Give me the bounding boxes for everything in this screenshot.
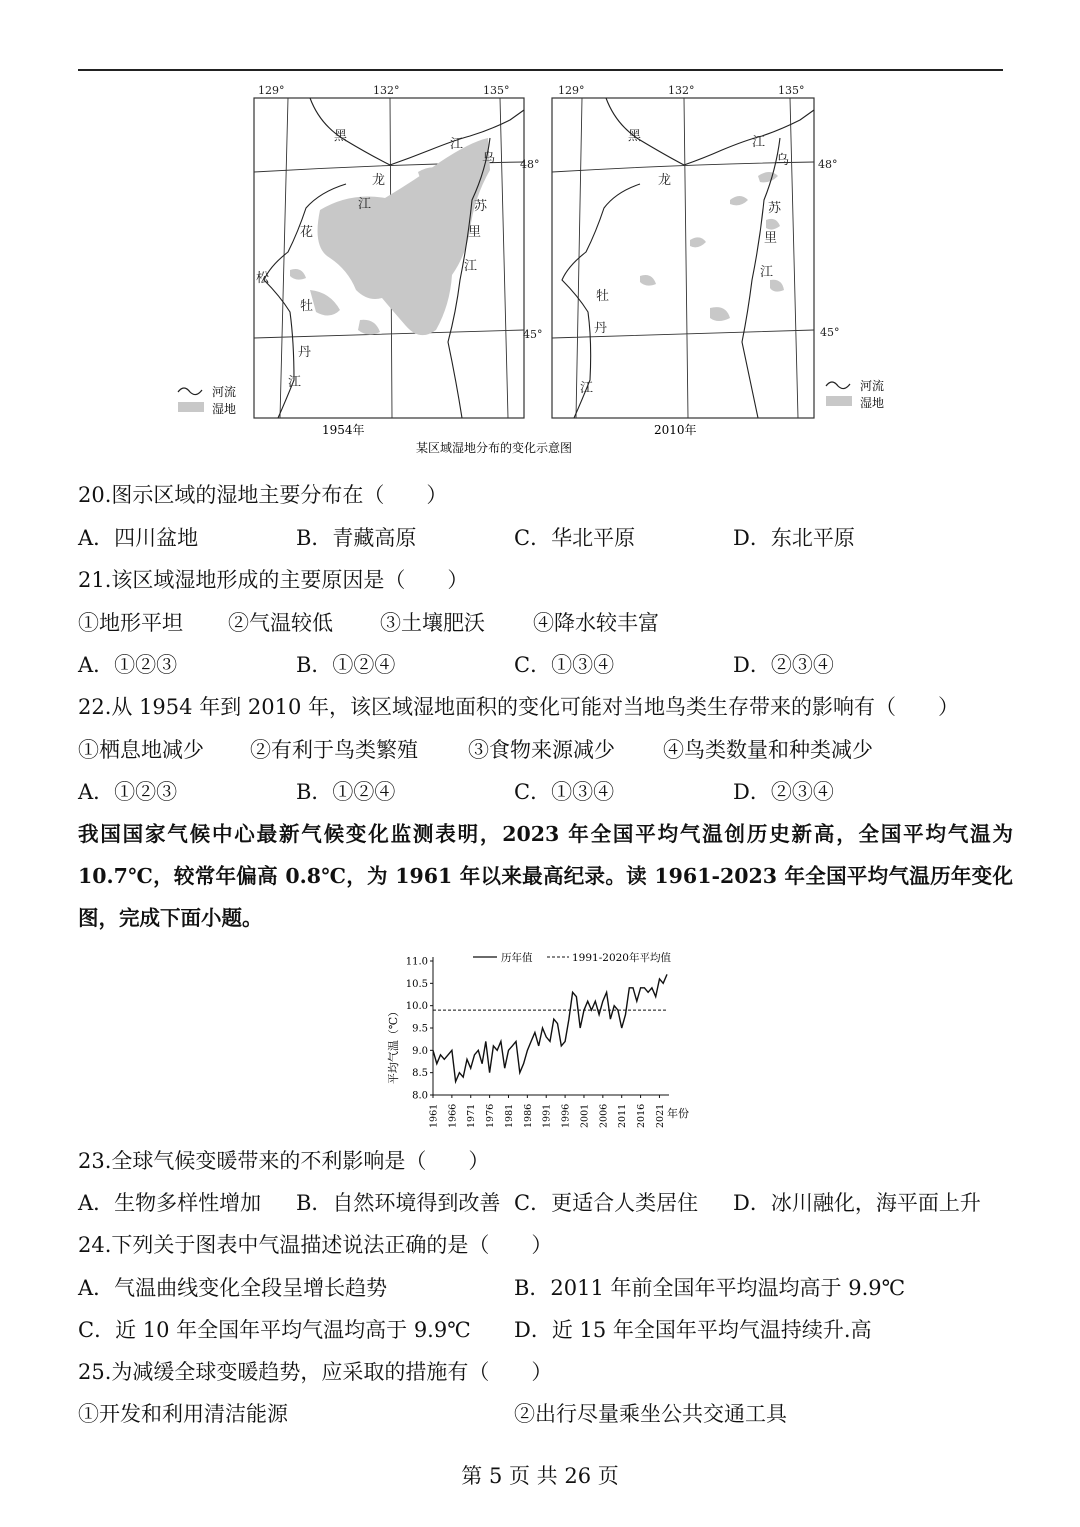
question-25-stem: 25.为减缓全球变暖趋势，应采取的措施有（ ） bbox=[78, 1360, 553, 1384]
lon-label: 132° bbox=[373, 84, 400, 97]
q23-option-c[interactable]: C．更适合人类居住 bbox=[514, 1191, 699, 1215]
river-char: 里 bbox=[468, 225, 482, 240]
river-char: 江 bbox=[464, 259, 478, 274]
q20-option-a[interactable]: A．四川盆地 bbox=[78, 526, 199, 550]
lon-label: 129° bbox=[258, 84, 285, 97]
river-char: 江 bbox=[760, 265, 774, 280]
x-tick-label: 2011 bbox=[617, 1103, 629, 1128]
river-char: 苏 bbox=[474, 199, 488, 214]
intro-paragraph: 我国国家气候中心最新气候变化监测表明，2023 年全国平均气温创历史新高，全国平均气温为 10.7℃，较常年偏高 0.8℃，为 1961 年以来最高纪录。读 1961-2023 年全国平均气温历年变化图，完成下面小题。 bbox=[78, 822, 1013, 930]
q24-option-d[interactable]: D．近 15 年全国年平均气温持续升.高 bbox=[514, 1318, 872, 1342]
temperature-chart-svg bbox=[385, 945, 705, 1130]
y-tick-label: 9.5 bbox=[412, 1023, 428, 1035]
lat-label: 48° bbox=[818, 158, 838, 171]
q22-item-2: ②有利于鸟类繁殖 bbox=[250, 738, 418, 762]
legend-label-annual: 历年值 bbox=[501, 952, 533, 964]
x-tick-label: 1986 bbox=[522, 1103, 534, 1128]
question-22-stem: 22.从 1954 年到 2010 年，该区域湿地面积的变化可能对当地鸟类生存带来的影响有（ ） bbox=[78, 695, 959, 719]
lon-label: 135° bbox=[483, 84, 510, 97]
q25-item-2: ②出行尽量乘坐公共交通工具 bbox=[514, 1402, 787, 1426]
q21-item-4: ④降水较丰富 bbox=[533, 611, 659, 635]
legend-river-label: 河流 bbox=[860, 379, 885, 393]
y-tick-label: 11.0 bbox=[405, 956, 428, 968]
question-21-stem: 21.该区域湿地形成的主要原因是（ ） bbox=[78, 568, 469, 592]
river-char: 江 bbox=[580, 381, 594, 396]
x-tick-label: 2021 bbox=[654, 1103, 666, 1128]
wetland-patches-2010 bbox=[640, 172, 784, 321]
y-tick-label: 10.0 bbox=[405, 1001, 428, 1013]
q23-option-a[interactable]: A．生物多样性增加 bbox=[78, 1191, 262, 1215]
temperature-chart bbox=[385, 945, 705, 1130]
legend-wetland-label: 湿地 bbox=[860, 396, 885, 410]
legend-wetland-swatch bbox=[826, 396, 852, 406]
map-2010 bbox=[552, 84, 884, 437]
q23-option-b[interactable]: B．自然环境得到改善 bbox=[296, 1191, 501, 1215]
question-24-stem: 24.下列关于图表中气温描述说法正确的是（ ） bbox=[78, 1233, 553, 1257]
map-year-2010: 2010年 bbox=[654, 423, 697, 437]
lon-label: 129° bbox=[558, 84, 585, 97]
q23-option-d[interactable]: D．冰川融化，海平面上升 bbox=[733, 1191, 981, 1215]
legend-river-icon bbox=[826, 382, 850, 389]
river-char: 黑 bbox=[334, 129, 348, 144]
q22-option-b[interactable]: B．①②④ bbox=[296, 780, 396, 804]
river-char: 松 bbox=[256, 271, 270, 286]
q22-item-3: ③食物来源减少 bbox=[468, 738, 615, 762]
map-caption: 某区域湿地分布的变化示意图 bbox=[416, 441, 573, 455]
x-tick-label: 1961 bbox=[428, 1103, 440, 1128]
river-char: 龙 bbox=[372, 173, 386, 188]
q22-option-d[interactable]: D．②③④ bbox=[733, 780, 834, 804]
x-axis-label: 年份 bbox=[667, 1107, 689, 1120]
q22-option-c[interactable]: C．①③④ bbox=[514, 780, 615, 804]
x-tick-label: 1981 bbox=[503, 1103, 515, 1128]
river-char: 江 bbox=[288, 375, 302, 390]
lon-label: 132° bbox=[668, 84, 695, 97]
wetland-maps-svg bbox=[170, 80, 910, 460]
q21-item-1: ①地形平坦 bbox=[78, 611, 183, 635]
legend-wetland-label: 湿地 bbox=[212, 402, 237, 416]
q20-option-c[interactable]: C．华北平原 bbox=[514, 526, 636, 550]
x-tick-label: 2016 bbox=[636, 1103, 648, 1128]
q21-option-a[interactable]: A．①②③ bbox=[78, 653, 178, 677]
lat-label: 45° bbox=[820, 326, 840, 339]
river-char: 里 bbox=[764, 231, 778, 246]
q21-item-2: ②气温较低 bbox=[228, 611, 333, 635]
question-23-stem: 23.全球气候变暖带来的不利影响是（ ） bbox=[78, 1149, 490, 1173]
q22-item-1: ①栖息地减少 bbox=[78, 738, 204, 762]
q21-option-c[interactable]: C．①③④ bbox=[514, 653, 615, 677]
lon-label: 135° bbox=[778, 84, 805, 97]
y-tick-label: 8.0 bbox=[412, 1090, 428, 1102]
q24-option-b[interactable]: B．2011 年前全国年平均温均高于 9.9℃ bbox=[514, 1276, 906, 1300]
rivers-2010 bbox=[562, 98, 814, 418]
river-char: 江 bbox=[358, 197, 372, 212]
x-tick-label: 1976 bbox=[485, 1103, 497, 1128]
x-tick-label: 2006 bbox=[598, 1103, 610, 1128]
x-tick-label: 1966 bbox=[447, 1103, 459, 1128]
q24-option-c[interactable]: C．近 10 年全国年平均气温均高于 9.9℃ bbox=[78, 1318, 471, 1342]
y-axis-label: 平均气温（℃） bbox=[387, 1005, 400, 1085]
river-char: 乌 bbox=[776, 153, 790, 168]
legend-label-average: 1991-2020年平均值 bbox=[572, 952, 671, 964]
map-2010-graticule bbox=[552, 98, 814, 418]
river-char: 花 bbox=[300, 225, 314, 240]
y-tick-label: 9.0 bbox=[412, 1045, 428, 1057]
x-tick-label: 1991 bbox=[541, 1103, 553, 1128]
river-char: 乌 bbox=[482, 151, 496, 166]
q25-item-1: ①开发和利用清洁能源 bbox=[78, 1402, 288, 1426]
q22-option-a[interactable]: A．①②③ bbox=[78, 780, 178, 804]
q20-option-b[interactable]: B．青藏高原 bbox=[296, 526, 417, 550]
q21-item-3: ③土壤肥沃 bbox=[380, 611, 485, 635]
wetland-map-figure bbox=[170, 80, 910, 460]
river-char: 江 bbox=[752, 135, 766, 150]
river-char: 丹 bbox=[298, 345, 312, 360]
lat-label: 48° bbox=[520, 158, 540, 171]
map-1954 bbox=[178, 84, 543, 437]
y-tick-label: 8.5 bbox=[412, 1068, 428, 1080]
river-char: 苏 bbox=[768, 201, 782, 216]
q22-item-4: ④鸟类数量和种类减少 bbox=[663, 738, 873, 762]
lat-label: 45° bbox=[523, 328, 543, 341]
y-tick-label: 10.5 bbox=[405, 978, 428, 990]
map-2010-frame bbox=[552, 98, 814, 418]
river-char: 牡 bbox=[596, 289, 610, 304]
x-tick-label: 1971 bbox=[466, 1103, 478, 1128]
q21-option-d[interactable]: D．②③④ bbox=[733, 653, 834, 677]
x-tick-label: 2001 bbox=[579, 1103, 591, 1128]
legend-river-icon bbox=[178, 388, 202, 395]
q21-option-b[interactable]: B．①②④ bbox=[296, 653, 396, 677]
river-char: 牡 bbox=[300, 299, 314, 314]
header-rule bbox=[78, 69, 1003, 71]
q24-option-a[interactable]: A．气温曲线变化全段呈增长趋势 bbox=[78, 1276, 388, 1300]
river-char: 丹 bbox=[594, 321, 608, 336]
river-char: 黑 bbox=[628, 129, 642, 144]
river-char: 江 bbox=[450, 137, 464, 152]
legend-river-label: 河流 bbox=[212, 385, 237, 399]
q20-option-d[interactable]: D．东北平原 bbox=[733, 526, 855, 550]
legend-wetland-swatch bbox=[178, 402, 204, 412]
page-footer: 第 5 页 共 26 页 bbox=[461, 1464, 619, 1488]
map-year-1954: 1954年 bbox=[322, 423, 365, 437]
x-tick-label: 1996 bbox=[560, 1103, 572, 1128]
question-20-stem: 20.图示区域的湿地主要分布在（ ） bbox=[78, 483, 448, 507]
river-char: 龙 bbox=[658, 173, 672, 188]
